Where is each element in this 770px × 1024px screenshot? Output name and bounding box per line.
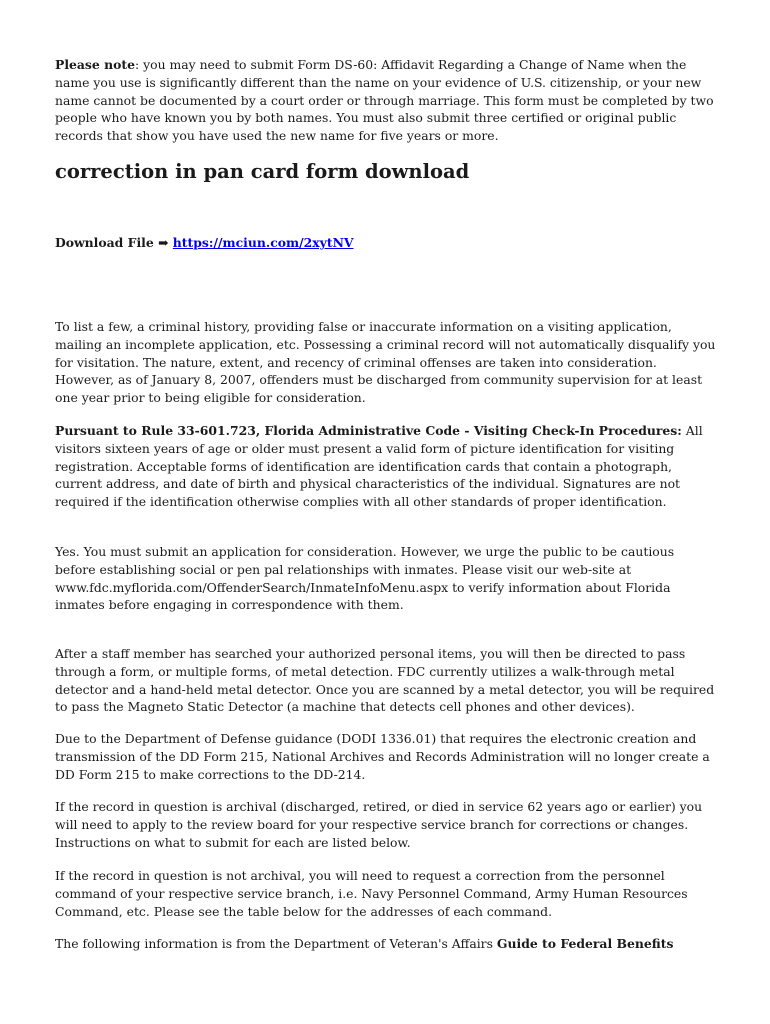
page-title: correction in pan card form download — [55, 160, 470, 183]
paragraph-non-archival-record: If the record in question is not archival, you will need to request a correction from the personnel command of your respective service branch, i.e. Navy Personnel Command, Army Human Resources Command, etc. Please see the table below for the addresses of each command. — [55, 868, 688, 919]
download-line — [55, 234, 354, 252]
note-label: Please note — [55, 57, 135, 72]
va-text: The following information is from the Department of Veteran's Affairs — [55, 936, 497, 951]
note-paragraph — [55, 56, 717, 145]
download-label: Download File ➡ — [55, 235, 169, 250]
paragraph-visiting-rule — [55, 422, 717, 511]
paragraph-application: Yes. You must submit an application for consideration. However, we urge the public to be cautious before establishing social or pen pal relationships with inmates. Please visit our web-site at www.fdc.myflorida.com/OffenderSearch/InmateInfoMenu.aspx to verify information about Florida inmates before engaging in correspondence with them. — [55, 544, 675, 613]
note-text: : you may need to submit Form DS-60: Affidavit Regarding a Change of Name when the name you use is significantly different than the name on your evidence of U.S. citizenship, or your new name cannot be documented by a court order or through marriage. This form must be completed by two people who have known you by both names. You must also submit three certified or original public records that show you have used the new name for five years or more. — [55, 57, 714, 144]
paragraph-veterans-affairs — [55, 935, 717, 953]
download-link[interactable]: https://mciun.com/2xytNV — [172, 235, 354, 250]
paragraph-metal-detection: After a staff member has searched your authorized personal items, you will then be directed to pass through a form, or multiple forms, of metal detection. FDC currently utilizes a walk-through metal detector and a hand-held metal detector. Once you are scanned by a metal detector, you will be required to pass the Magneto Static Detector (a machine that detects cell phones and other devices). — [55, 646, 715, 715]
va-guide-title: Guide to Federal Benefits — [496, 936, 674, 951]
rule-text: All visitors sixteen years of age or older must present a valid form of picture identification for visiting registration. Acceptable forms of identification are identification cards that contain a photograph, current address, and date of birth and physical characteristics of the individual. Signatures are not required if the identification otherwise complies with all other standards of proper identification. — [55, 423, 703, 510]
paragraph-archival-record: If the record in question is archival (discharged, retired, or died in service 62 years ago or earlier) you will need to apply to the review board for your respective service branch for corrections or changes. Instructions on what to submit for each are listed below. — [55, 799, 703, 850]
rule-heading: Pursuant to Rule 33-601.723, Florida Administrative Code - Visiting Check-In Procedures: — [55, 423, 682, 438]
paragraph-criminal-history: To list a few, a criminal history, providing false or inaccurate information on a visiting application, mailing an incomplete application, etc. Possessing a criminal record will not automatically disqualify you for visitation. The nature, extent, and recency of criminal offenses are taken into consideration. However, as of January 8, 2007, offenders must be discharged from community supervision for at least one year prior to being eligible for consideration. — [55, 319, 716, 406]
paragraph-dd-form-215: Due to the Department of Defense guidance (DODI 1336.01) that requires the electronic creation and transmission of the DD Form 215, National Archives and Records Administration will no longer create a DD Form 215 to make corrections to the DD-214. — [55, 731, 710, 782]
